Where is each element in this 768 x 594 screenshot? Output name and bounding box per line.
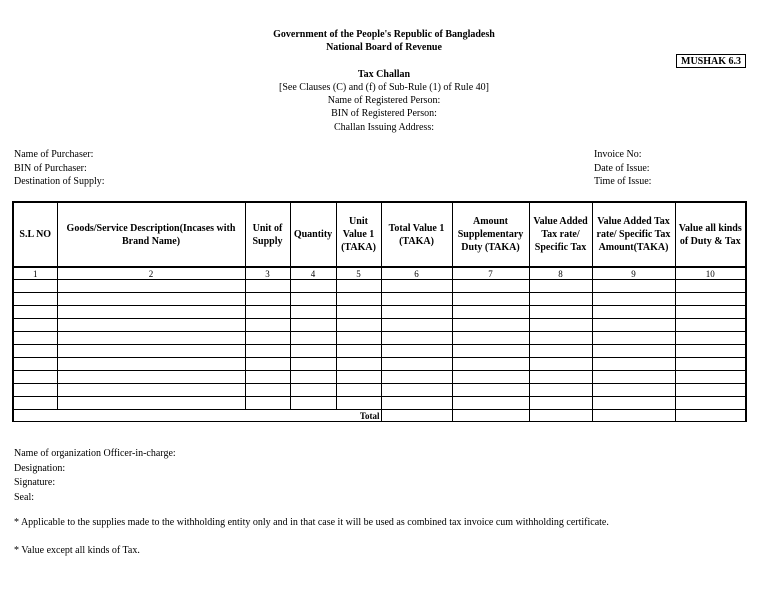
- table-cell: [592, 358, 675, 371]
- table-cell: [452, 371, 529, 384]
- table-cell: [336, 384, 381, 397]
- table-cell: [290, 332, 336, 345]
- table-cell: [592, 345, 675, 358]
- table-cell: [290, 345, 336, 358]
- table-cell: [529, 358, 592, 371]
- table-cell: [336, 358, 381, 371]
- table-cell: [57, 371, 245, 384]
- table-row: [13, 332, 746, 345]
- table-cell: [675, 384, 746, 397]
- table-cell: [452, 293, 529, 306]
- table-cell: [336, 371, 381, 384]
- table-cell: [57, 384, 245, 397]
- table-cell: [57, 358, 245, 371]
- table-cell: [381, 371, 452, 384]
- board-name: National Board of Revenue: [326, 42, 442, 53]
- table-cell: [245, 280, 290, 293]
- footnote-value-except-tax: * Value except all kinds of Tax.: [14, 545, 140, 556]
- column-number: 3: [245, 267, 290, 280]
- table-cell: [452, 384, 529, 397]
- header-vat-rate: Value Added Tax rate/ Specific Tax: [529, 202, 592, 267]
- table-cell: [592, 371, 675, 384]
- table-cell: [381, 332, 452, 345]
- table-row: [13, 384, 746, 397]
- table-cell: [675, 371, 746, 384]
- date-of-issue-label: Date of Issue:: [594, 162, 650, 174]
- header-unit-of-supply: Unit of Supply: [245, 202, 290, 267]
- invoice-block: [594, 148, 651, 189]
- column-number: 7: [452, 267, 529, 280]
- total-cell: [675, 410, 746, 422]
- table-cell: [336, 397, 381, 410]
- header-total-value: Total Value 1 (TAKA): [381, 202, 452, 267]
- table-cell: [452, 319, 529, 332]
- column-number-row: [13, 267, 746, 280]
- table-cell: [381, 280, 452, 293]
- header-supplementary-duty: Amount Supplementary Duty (TAKA): [452, 202, 529, 267]
- invoice-no-label: Invoice No:: [594, 149, 642, 160]
- purchaser-name-label: Name of Purchaser:: [14, 149, 94, 160]
- table-cell: [675, 319, 746, 332]
- challan-issuing-address-label: Challan Issuing Address:: [334, 122, 434, 133]
- challan-table: [12, 201, 747, 422]
- column-number: 5: [336, 267, 381, 280]
- column-number: 6: [381, 267, 452, 280]
- form-code-badge: MUSHAK 6.3: [676, 54, 746, 68]
- table-cell: [529, 319, 592, 332]
- total-cell: [592, 410, 675, 422]
- officer-block: [14, 447, 176, 505]
- table-row: [13, 306, 746, 319]
- table-cell: [245, 293, 290, 306]
- table-cell: [529, 293, 592, 306]
- table-cell: [529, 397, 592, 410]
- header-description: Goods/Service Description(Incases with Brand Name): [57, 202, 245, 267]
- table-cell: [452, 280, 529, 293]
- purchaser-block: [14, 148, 105, 189]
- table-cell: [13, 358, 57, 371]
- table-cell: [290, 319, 336, 332]
- table-cell: [290, 384, 336, 397]
- document-title: Tax Challan: [357, 69, 411, 80]
- table-cell: [592, 332, 675, 345]
- table-cell: [13, 319, 57, 332]
- table-cell: [592, 293, 675, 306]
- table-cell: [13, 384, 57, 397]
- table-cell: [245, 345, 290, 358]
- header-sl-no: S.L NO: [13, 202, 57, 267]
- table-row: [13, 345, 746, 358]
- table-cell: [675, 306, 746, 319]
- table-cell: [675, 358, 746, 371]
- table-cell: [245, 371, 290, 384]
- table-cell: [675, 397, 746, 410]
- table-row: [13, 371, 746, 384]
- table-cell: [13, 293, 57, 306]
- purchaser-bin-label: BIN of Purchaser:: [14, 162, 87, 174]
- column-number: 10: [675, 267, 746, 280]
- column-number: 4: [290, 267, 336, 280]
- table-cell: [592, 280, 675, 293]
- table-cell: [245, 358, 290, 371]
- table-cell: [381, 293, 452, 306]
- table-cell: [57, 293, 245, 306]
- rule-reference: [See Clauses (C) and (f) of Sub-Rule (1) of Rule 40]: [279, 82, 489, 93]
- column-number: 2: [57, 267, 245, 280]
- table-cell: [675, 332, 746, 345]
- table-cell: [13, 332, 57, 345]
- table-cell: [529, 280, 592, 293]
- seal-label: Seal:: [14, 491, 34, 503]
- table-cell: [13, 345, 57, 358]
- table-cell: [13, 371, 57, 384]
- table-cell: [529, 332, 592, 345]
- table-cell: [245, 332, 290, 345]
- table-cell: [336, 306, 381, 319]
- table-cell: [452, 358, 529, 371]
- table-cell: [57, 345, 245, 358]
- time-of-issue-label: Time of Issue:: [594, 176, 652, 187]
- table-cell: [13, 306, 57, 319]
- table-cell: [381, 319, 452, 332]
- total-row: [13, 410, 746, 422]
- total-cell: [529, 410, 592, 422]
- header-total-duty-tax: Value all kinds of Duty & Tax: [675, 202, 746, 267]
- table-cell: [592, 306, 675, 319]
- registered-person-bin-label: BIN of Registered Person:: [331, 108, 437, 119]
- table-cell: [336, 293, 381, 306]
- table-cell: [290, 280, 336, 293]
- column-number: 8: [529, 267, 592, 280]
- total-label: Total: [336, 410, 381, 422]
- table-cell: [675, 280, 746, 293]
- table-cell: [336, 345, 381, 358]
- table-row: [13, 280, 746, 293]
- footnote-withholding: * Applicable to the supplies made to the withholding entity only and in that case it will be used as combined tax invoice cum withholding certificate.: [14, 517, 609, 528]
- table-cell: [381, 345, 452, 358]
- table-cell: [529, 371, 592, 384]
- table-cell: [245, 397, 290, 410]
- header-quantity: Quantity: [290, 202, 336, 267]
- table-cell: [452, 397, 529, 410]
- table-cell: [336, 332, 381, 345]
- table-body: [13, 280, 746, 410]
- registered-person-name-label: Name of Registered Person:: [327, 95, 441, 106]
- total-cell: [452, 410, 529, 422]
- table-cell: [290, 358, 336, 371]
- total-blank-cell: [13, 410, 336, 422]
- table-cell: [290, 293, 336, 306]
- table-cell: [290, 306, 336, 319]
- table-cell: [381, 384, 452, 397]
- table-cell: [529, 345, 592, 358]
- signature-label: Signature:: [14, 477, 56, 488]
- table-row: [13, 358, 746, 371]
- table-row: [13, 319, 746, 332]
- table-cell: [529, 306, 592, 319]
- table-cell: [57, 397, 245, 410]
- table-cell: [592, 397, 675, 410]
- table-cell: [57, 280, 245, 293]
- table-cell: [675, 293, 746, 306]
- table-cell: [57, 306, 245, 319]
- table-cell: [290, 397, 336, 410]
- government-title: Government of the People's Republic of Bangladesh: [273, 29, 495, 40]
- table-cell: [452, 345, 529, 358]
- table-cell: [381, 306, 452, 319]
- destination-of-supply-label: Destination of Supply:: [14, 176, 105, 187]
- table-cell: [336, 319, 381, 332]
- table-cell: [381, 397, 452, 410]
- table-cell: [381, 358, 452, 371]
- total-cell: [381, 410, 452, 422]
- table-cell: [592, 319, 675, 332]
- table-cell: [57, 319, 245, 332]
- table-cell: [592, 384, 675, 397]
- table-row: [13, 293, 746, 306]
- table-cell: [245, 306, 290, 319]
- officer-in-charge-label: Name of organization Officer-in-charge:: [14, 448, 176, 459]
- header-unit-value: Unit Value 1 (TAKA): [336, 202, 381, 267]
- table-header-row: [13, 202, 746, 267]
- column-number: 1: [13, 267, 57, 280]
- header-vat-amount: Value Added Tax rate/ Specific Tax Amount(TAKA): [592, 202, 675, 267]
- designation-label: Designation:: [14, 462, 66, 474]
- table-row: [13, 397, 746, 410]
- table-cell: [290, 371, 336, 384]
- table-cell: [13, 397, 57, 410]
- table-cell: [13, 280, 57, 293]
- table-cell: [336, 280, 381, 293]
- table-cell: [245, 384, 290, 397]
- table-cell: [529, 384, 592, 397]
- table-cell: [452, 306, 529, 319]
- table-cell: [245, 319, 290, 332]
- column-number: 9: [592, 267, 675, 280]
- table-cell: [675, 345, 746, 358]
- table-cell: [452, 332, 529, 345]
- table-cell: [57, 332, 245, 345]
